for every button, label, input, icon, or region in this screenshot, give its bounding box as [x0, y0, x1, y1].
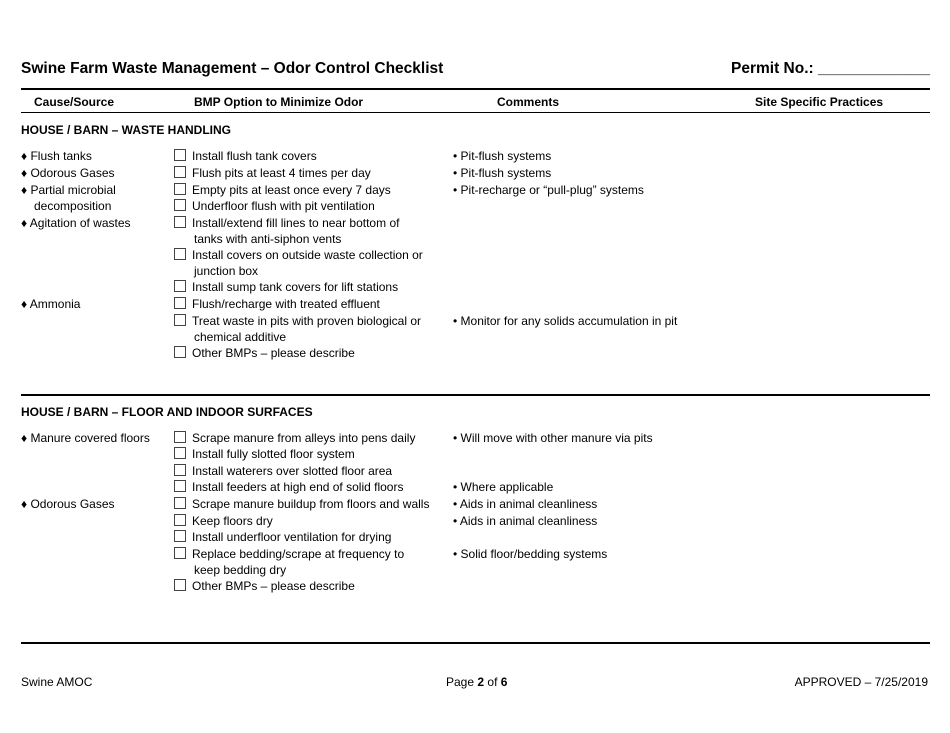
- bmp-option: [174, 479, 403, 496]
- bmp-label: Empty pits at least once every 7 days: [192, 183, 391, 197]
- checkbox[interactable]: [174, 447, 186, 459]
- bmp-option: [174, 215, 399, 232]
- comment-item: • Aids in animal cleanliness: [453, 514, 598, 528]
- bmp-label: Replace bedding/scrape at frequency to: [192, 547, 405, 561]
- bmp-option: [174, 165, 371, 182]
- page-indicator: [446, 675, 507, 689]
- checkbox[interactable]: [174, 530, 186, 542]
- cause-item: ♦ Odorous Gases: [21, 497, 115, 511]
- page-number: 2: [477, 675, 485, 689]
- section-title-waste-handling: HOUSE / BARN – WASTE HANDLING: [21, 123, 232, 137]
- cause-item: ♦ Odorous Gases: [21, 166, 115, 180]
- checkbox[interactable]: [174, 464, 186, 476]
- comment-item: • Where applicable: [453, 480, 554, 494]
- bmp-label: Scrape manure buildup from floors and walls: [192, 497, 430, 511]
- bmp-option: [174, 446, 355, 463]
- bmp-option: [174, 279, 398, 296]
- page-prefix: Page: [446, 675, 475, 689]
- bmp-label: Install flush tank covers: [192, 149, 317, 163]
- bmp-label: Install sump tank covers for lift stations: [192, 280, 399, 294]
- checkbox[interactable]: [174, 514, 186, 526]
- checkbox[interactable]: [174, 280, 186, 292]
- page-of: of: [487, 675, 498, 689]
- footer-approval-date: APPROVED – 7/25/2019: [794, 675, 928, 689]
- checkbox[interactable]: [174, 497, 186, 509]
- bmp-option: [174, 182, 391, 199]
- comment-item: • Pit-flush systems: [453, 166, 552, 180]
- section-title-floor-surfaces: HOUSE / BARN – FLOOR AND INDOOR SURFACES: [21, 405, 313, 419]
- bmp-option: [174, 296, 380, 313]
- cause-item-continued: decomposition: [34, 199, 112, 213]
- bmp-option: [174, 313, 421, 330]
- comment-item: • Monitor for any solids accumulation in pit: [453, 314, 678, 328]
- bmp-option: [174, 529, 391, 546]
- header-bottom-rule: [21, 112, 930, 113]
- bmp-label: Install waterers over slotted floor area: [192, 464, 393, 478]
- bmp-label-continued: tanks with anti-siphon vents: [194, 232, 342, 246]
- permit-number-label: Permit No.: _____________: [731, 60, 931, 77]
- bmp-label: Keep floors dry: [192, 514, 273, 528]
- checkbox[interactable]: [174, 149, 186, 161]
- bmp-option: [174, 463, 392, 480]
- checkbox[interactable]: [174, 480, 186, 492]
- bmp-label: Other BMPs – please describe: [192, 346, 355, 360]
- bmp-label: Flush pits at least 4 times per day: [192, 166, 371, 180]
- checkbox[interactable]: [174, 579, 186, 591]
- bmp-label-continued: junction box: [194, 264, 259, 278]
- column-header-site-practices: Site Specific Practices: [755, 95, 884, 109]
- cause-item: ♦ Partial microbial: [21, 183, 116, 197]
- page-title: Swine Farm Waste Management – Odor Control Checklist: [21, 60, 444, 77]
- bmp-option: [174, 430, 415, 447]
- bmp-label: Install underfloor ventilation for drying: [192, 530, 392, 544]
- bmp-option: [174, 247, 423, 264]
- bmp-label: Install feeders at high end of solid floors: [192, 480, 404, 494]
- bmp-label: Install covers on outside waste collection or: [192, 248, 423, 262]
- bmp-label-continued: keep bedding dry: [194, 563, 287, 577]
- cause-item: ♦ Flush tanks: [21, 149, 92, 163]
- bmp-label: Other BMPs – please describe: [192, 579, 355, 593]
- section-divider: [21, 394, 930, 396]
- bmp-label: Treat waste in pits with proven biological or: [192, 314, 421, 328]
- checkbox[interactable]: [174, 183, 186, 195]
- column-header-bmp: BMP Option to Minimize Odor: [194, 95, 364, 109]
- bmp-label-continued: chemical additive: [194, 330, 287, 344]
- bmp-label: Flush/recharge with treated effluent: [192, 297, 380, 311]
- bmp-option: [174, 578, 355, 595]
- checkbox[interactable]: [174, 166, 186, 178]
- bmp-label: Underfloor flush with pit ventilation: [192, 199, 375, 213]
- bmp-option: [174, 546, 404, 563]
- cause-item: ♦ Manure covered floors: [21, 431, 150, 445]
- checkbox[interactable]: [174, 297, 186, 309]
- bmp-label: Scrape manure from alleys into pens daily: [192, 431, 416, 445]
- bmp-label: Install/extend fill lines to near bottom of: [192, 216, 400, 230]
- bmp-label: Install fully slotted floor system: [192, 447, 355, 461]
- bmp-option: [174, 148, 317, 165]
- column-header-comments: Comments: [497, 95, 560, 109]
- footer-document-name: Swine AMOC: [21, 675, 93, 689]
- comment-item: • Solid floor/bedding systems: [453, 547, 608, 561]
- bmp-option: [174, 198, 375, 215]
- checkbox[interactable]: [174, 547, 186, 559]
- checkbox[interactable]: [174, 431, 186, 443]
- bmp-option: [174, 345, 355, 362]
- comment-item: • Will move with other manure via pits: [453, 431, 653, 445]
- bmp-option: [174, 513, 273, 530]
- section-divider-bottom: [21, 642, 930, 644]
- checkbox[interactable]: [174, 199, 186, 211]
- checkbox[interactable]: [174, 314, 186, 326]
- checkbox[interactable]: [174, 346, 186, 358]
- comment-item: • Pit-recharge or “pull-plug” systems: [453, 183, 644, 197]
- cause-item: ♦ Agitation of wastes: [21, 216, 131, 230]
- comment-item: • Pit-flush systems: [453, 149, 552, 163]
- checkbox[interactable]: [174, 216, 186, 228]
- page-total: 6: [500, 675, 508, 689]
- cause-item: ♦ Ammonia: [21, 297, 81, 311]
- bmp-option: [174, 496, 429, 513]
- header-top-rule: [21, 88, 930, 90]
- comment-item: • Aids in animal cleanliness: [453, 497, 598, 511]
- column-header-cause: Cause/Source: [34, 95, 115, 109]
- checkbox[interactable]: [174, 248, 186, 260]
